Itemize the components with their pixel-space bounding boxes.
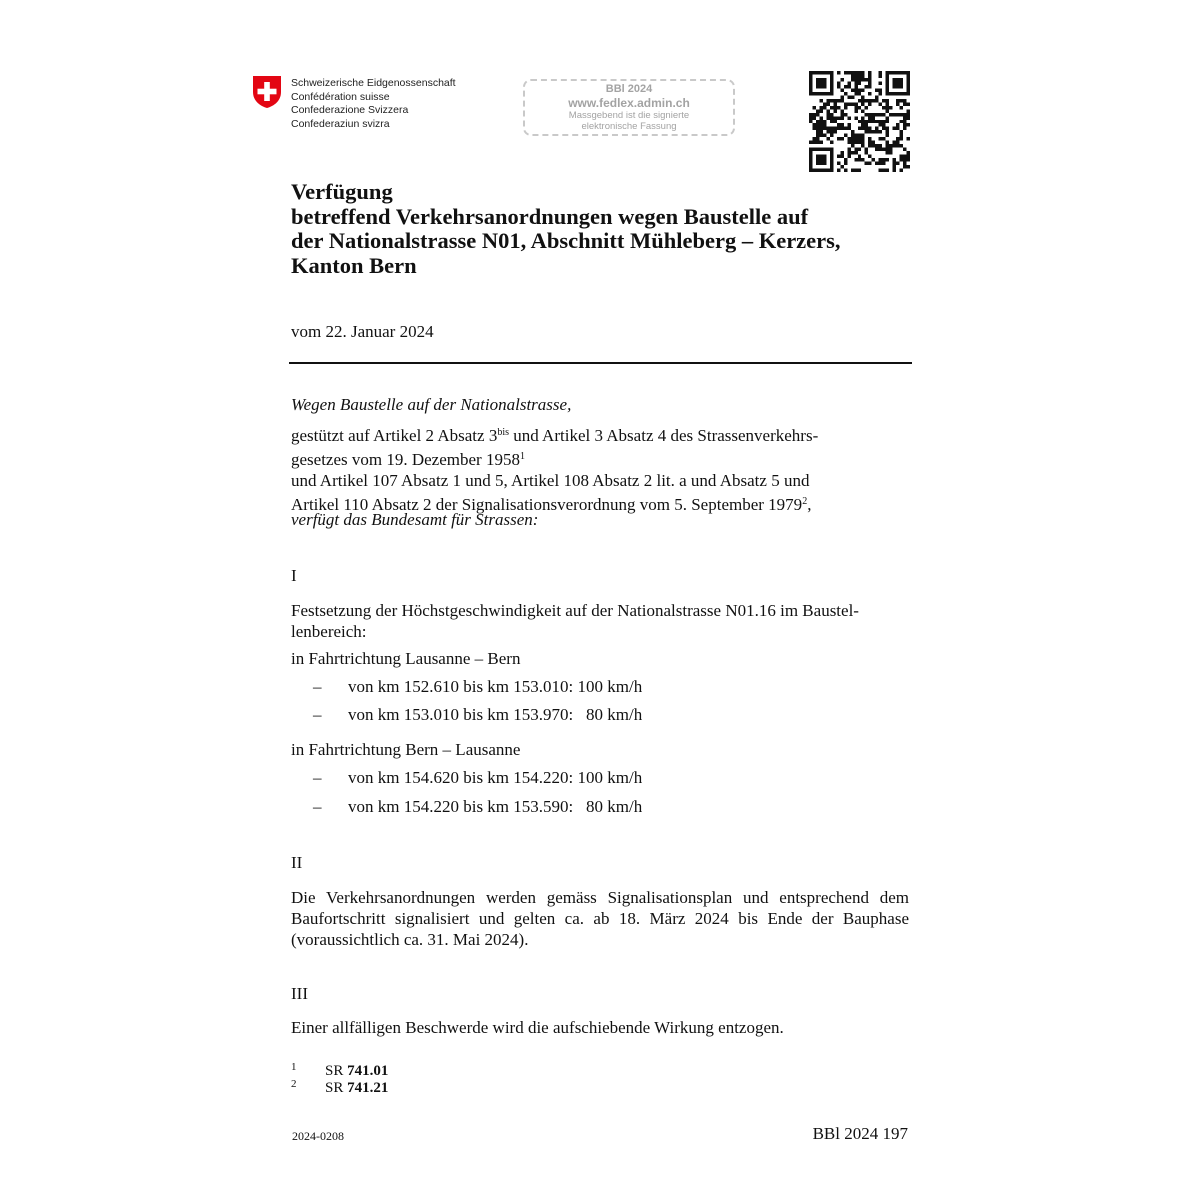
footnote-text bbox=[325, 1080, 388, 1097]
title-line: Kanton Bern bbox=[291, 252, 417, 278]
document-number: 2024-0208 bbox=[292, 1129, 344, 1143]
text-span: , bbox=[807, 495, 812, 514]
section-heading: I bbox=[291, 566, 297, 585]
footnote-ref-number: 741.01 bbox=[347, 1063, 389, 1079]
section-3-text: Einer allfälligen Beschwerde wird die aufschiebende Wirkung entzogen. bbox=[291, 1018, 784, 1037]
section-2-text: Die Verkehrsanordnungen werden gemäss Signalisationsplan und entsprechend dem Baufortschritt signalisiert und gelten ca. ab 18. März 2024 bis Ende der Bauphase (voraussichtlich ca. 31. Mai 2024). bbox=[291, 888, 909, 949]
list-dash: – bbox=[313, 768, 322, 787]
bbl-reference: BBl 2024 197 bbox=[812, 1124, 908, 1143]
list-dash: – bbox=[313, 797, 322, 816]
direction-label: in Fahrtrichtung Lausanne – Bern bbox=[291, 649, 521, 668]
list-item-text: von km 154.220 bis km 153.590: 80 km/h bbox=[348, 797, 643, 816]
footnote-prefix: SR bbox=[325, 1063, 348, 1079]
section-heading: II bbox=[291, 853, 303, 872]
footnote-ref-number: 741.21 bbox=[347, 1080, 389, 1096]
title-line: der Nationalstrasse N01, Abschnitt Mühleberg – Kerzers, bbox=[291, 228, 841, 253]
section-1-text: Festsetzung der Höchstgeschwindigkeit auf der Nationalstrasse N01.16 im Baustel- lenbereich: bbox=[291, 601, 859, 641]
preamble-intro: Wegen Baustelle auf der Nationalstrasse, bbox=[291, 395, 572, 414]
qr-code-icon bbox=[809, 71, 910, 172]
confederation-line: Schweizerische Eidgenossenschaft bbox=[291, 77, 456, 89]
confederation-line: Confederazione Svizzera bbox=[291, 104, 409, 116]
preamble-decree: verfügt das Bundesamt für Strassen: bbox=[291, 510, 539, 529]
text-span: und Artikel 3 Absatz 4 des Strassenverkehrs- bbox=[509, 426, 819, 445]
footnote-number: 1 bbox=[291, 1061, 297, 1073]
list-item-text: von km 154.620 bis km 154.220: 100 km/h bbox=[348, 768, 643, 787]
title-line: betreffend Verkehrsanordnungen wegen Baustelle auf bbox=[291, 203, 809, 229]
footnote-ref: 1 bbox=[519, 451, 525, 462]
stamp-line: www.fedlex.admin.ch bbox=[568, 96, 690, 110]
section-heading: III bbox=[291, 984, 308, 1003]
preamble-line: und Artikel 107 Absatz 1 und 5, Artikel 108 Absatz 2 lit. a und Absatz 5 und bbox=[291, 471, 810, 490]
direction-label: in Fahrtrichtung Bern – Lausanne bbox=[291, 740, 521, 759]
footnote-text bbox=[325, 1063, 388, 1080]
stamp-line: elektronische Fassung bbox=[581, 121, 677, 132]
preamble-basis-1 bbox=[291, 422, 911, 515]
preamble-line bbox=[291, 422, 911, 446]
footnote-ref: 2 bbox=[802, 496, 808, 507]
superscript: bis bbox=[497, 427, 509, 438]
confederation-line: Confédération suisse bbox=[291, 90, 390, 103]
swiss-coat-of-arms-icon bbox=[252, 75, 282, 109]
text-span: Artikel 110 Absatz 2 der Signalisationsverordnung vom 5. September 1979 bbox=[291, 495, 803, 514]
list-dash: – bbox=[313, 677, 322, 696]
divider bbox=[289, 362, 912, 364]
document-date: vom 22. Januar 2024 bbox=[291, 322, 434, 341]
footnote-prefix: SR bbox=[325, 1080, 348, 1096]
text-span: gestützt auf Artikel 2 Absatz 3 bbox=[291, 426, 498, 445]
publication-stamp bbox=[523, 79, 735, 136]
confederation-line: Confederaziun svizra bbox=[291, 117, 390, 130]
text-span: gesetzes vom 19. Dezember 1958 bbox=[291, 450, 520, 469]
preamble-line bbox=[291, 446, 911, 470]
list-dash: – bbox=[313, 705, 322, 724]
confederation-name bbox=[291, 77, 456, 131]
document-title bbox=[291, 180, 931, 278]
footnote-number: 2 bbox=[291, 1078, 297, 1090]
stamp-line: BBl 2024 bbox=[605, 83, 653, 95]
title-line: Verfügung bbox=[291, 179, 393, 204]
list-item-text: von km 152.610 bis km 153.010: 100 km/h bbox=[348, 677, 643, 696]
list-item-text: von km 153.010 bis km 153.970: 80 km/h bbox=[348, 705, 643, 724]
stamp-line: Massgebend ist die signierte bbox=[568, 110, 690, 121]
